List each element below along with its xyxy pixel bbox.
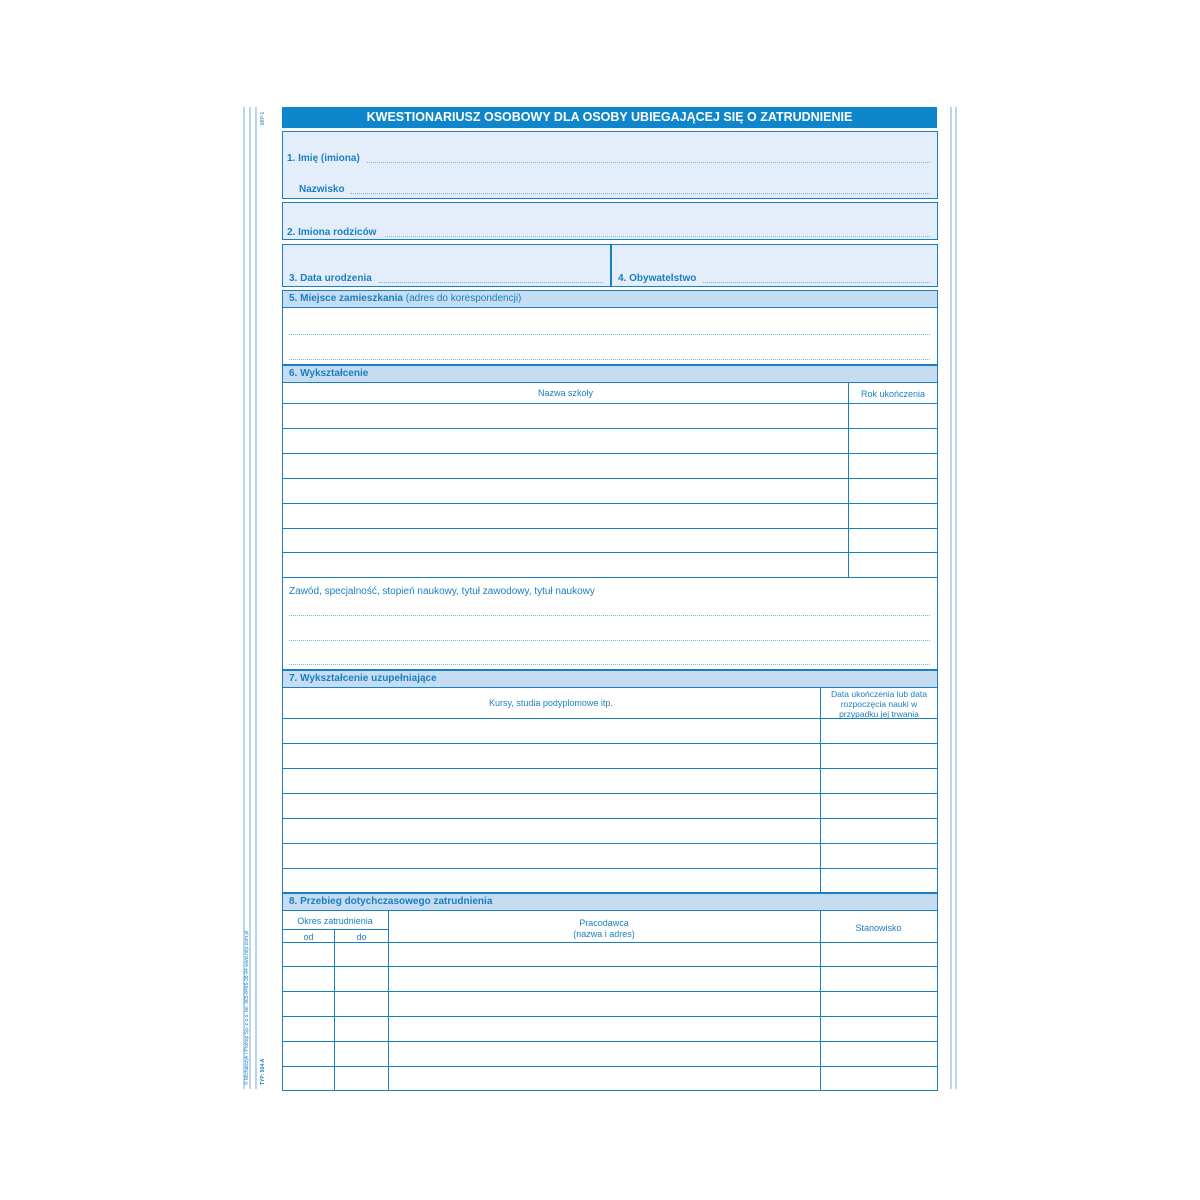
table-row[interactable] xyxy=(282,453,937,454)
first-name-field[interactable] xyxy=(367,162,930,163)
side-form-code: TYP: 504-A xyxy=(260,1058,266,1085)
table-row[interactable] xyxy=(282,478,937,479)
profession-line-3[interactable] xyxy=(289,664,930,665)
parents-label: 2. Imiona rodziców xyxy=(287,227,377,238)
table-row[interactable] xyxy=(282,966,937,967)
table-row[interactable] xyxy=(282,868,937,869)
surname-field[interactable] xyxy=(350,193,930,194)
section-8-col-divider xyxy=(388,911,389,1091)
address-line-1[interactable] xyxy=(289,334,930,335)
left-margin-stripe xyxy=(255,107,257,1089)
table-row[interactable] xyxy=(282,793,937,794)
table-row[interactable] xyxy=(282,991,937,992)
section-2-box xyxy=(282,202,938,240)
surname-label: Nazwisko xyxy=(299,184,345,195)
section-8-col-divider xyxy=(820,911,821,1091)
section-1-box xyxy=(282,131,938,199)
col-from: od xyxy=(303,932,314,942)
period-subheader-divider xyxy=(282,929,388,930)
address-line-2[interactable] xyxy=(289,359,930,360)
right-margin-stripe xyxy=(950,107,952,1089)
right-margin-stripe xyxy=(955,107,957,1089)
section-5-heading-note: (adres do korespondencji) xyxy=(402,293,522,304)
table-row[interactable] xyxy=(282,718,937,719)
section-7-heading: 7. Wykształcenie uzupełniające xyxy=(282,670,938,688)
table-row[interactable] xyxy=(282,428,937,429)
col-employer-note: (nazwa i adres) xyxy=(573,929,635,939)
col-courses: Kursy, studia podyplomowe itp. xyxy=(489,698,613,708)
table-row[interactable] xyxy=(282,1016,937,1017)
form-title: KWESTIONARIUSZ OSOBOWY DLA OSOBY UBIEGAJĄCEJ SIĘ O ZATRUDNIENIE xyxy=(366,110,853,124)
parents-field[interactable] xyxy=(385,236,930,237)
col-employment-period: Okres zatrudnienia xyxy=(297,916,373,926)
section-8-heading: 8. Przebieg dotychczasowego zatrudnienia xyxy=(282,893,938,911)
col-completion-date: Data ukończenia lub data rozpoczęcia nauki w przypadku jej trwania xyxy=(831,689,927,719)
table-row[interactable] xyxy=(282,843,937,844)
table-row[interactable] xyxy=(282,1041,937,1042)
col-to: do xyxy=(356,932,367,942)
citizenship-label: 4. Obywatelstwo xyxy=(618,273,697,284)
section-5-heading xyxy=(282,290,938,308)
table-row[interactable] xyxy=(282,503,937,504)
table-row[interactable] xyxy=(282,743,937,744)
table-row[interactable] xyxy=(282,1066,937,1067)
table-row[interactable] xyxy=(282,768,937,769)
col-position: Stanowisko xyxy=(855,923,902,933)
table-row[interactable] xyxy=(282,528,937,529)
col-graduation-year: Rok ukończenia xyxy=(860,389,926,399)
side-publisher-text: © Michalczyk i Prokop Sp. z o.o. tel. 965-8465-38-94 www.mip.com.pl xyxy=(244,930,250,1085)
birth-date-field[interactable] xyxy=(379,282,603,283)
col-employer: Pracodawca xyxy=(579,918,629,928)
table-row[interactable] xyxy=(282,552,937,553)
section-6-box xyxy=(282,365,938,670)
table-row[interactable] xyxy=(282,577,937,578)
profession-label: Zawód, specjalność, stopień naukowy, tytuł zawodowy, tytuł naukowy xyxy=(289,586,595,597)
table-row[interactable] xyxy=(282,818,937,819)
section-6-heading: 6. Wykształcenie xyxy=(282,365,938,383)
side-top-code: MIP-1 xyxy=(260,111,266,125)
first-name-label: 1. Imię (imiona) xyxy=(287,153,360,164)
citizenship-field[interactable] xyxy=(703,282,930,283)
table-row[interactable] xyxy=(282,403,937,404)
col-school-name: Nazwa szkoły xyxy=(537,388,593,398)
section-6-col-divider xyxy=(848,383,849,577)
profession-line-2[interactable] xyxy=(289,640,930,641)
profession-line-1[interactable] xyxy=(289,615,930,616)
form-title-bar xyxy=(282,107,937,128)
table-row[interactable] xyxy=(282,942,937,943)
section-5-heading-bold: 5. Miejsce zamieszkania xyxy=(289,293,403,304)
birth-date-label: 3. Data urodzenia xyxy=(289,273,372,284)
